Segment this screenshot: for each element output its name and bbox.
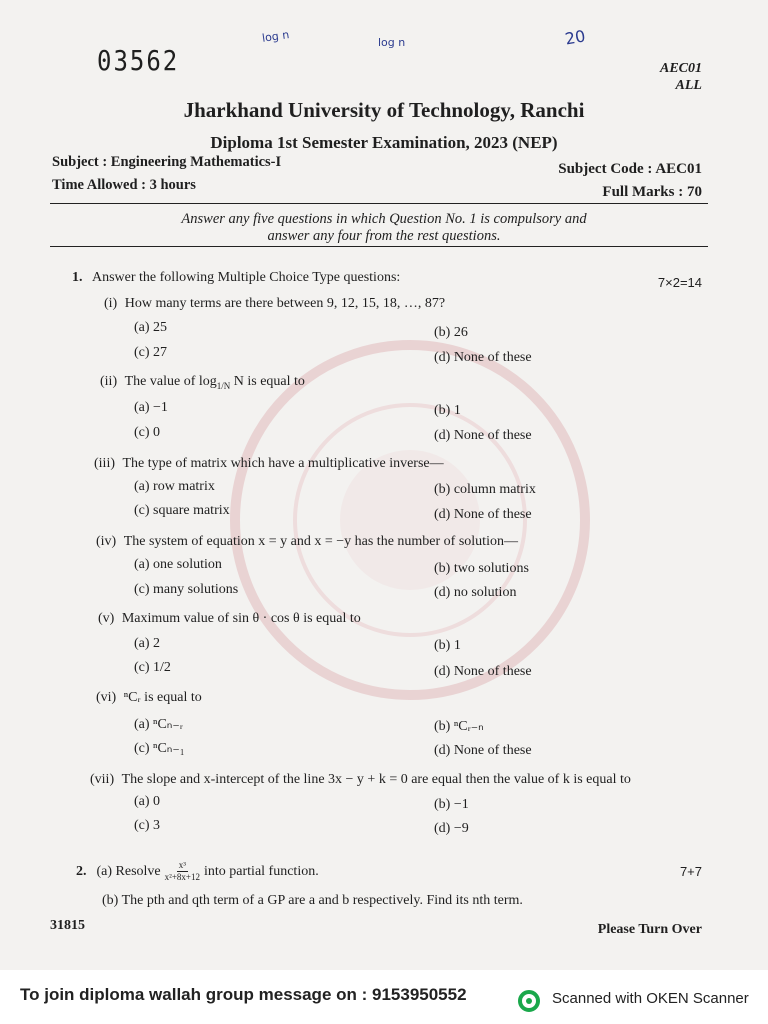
- oken-scanner-icon: [518, 990, 540, 1012]
- mcq-ii-number: (ii): [100, 374, 118, 389]
- mcq-i-option-b: (b) 26: [434, 325, 468, 340]
- question-1: [72, 270, 400, 286]
- mcq-v-text: Maximum value of sin θ · cos θ is equal to: [121, 611, 361, 626]
- subject-code: Subject Code : AEC01: [558, 161, 702, 177]
- mcq-iii-option-a: (a) row matrix: [134, 479, 215, 494]
- scanner-credit: Scanned with OKEN Scanner: [552, 990, 749, 1007]
- mcq-ii-text: The value of log: [124, 374, 217, 389]
- sheet-code: 31815: [50, 918, 85, 933]
- mcq-iii-option-c: (c) square matrix: [134, 503, 230, 518]
- paper-number: 03562: [97, 44, 180, 78]
- mcq-i-text: How many terms are there between 9, 12, 15, 18, …, 87?: [124, 296, 446, 311]
- handwritten-note-1: log n: [261, 28, 291, 45]
- question-1-marks: 7×2=14: [657, 275, 702, 290]
- question-2-marks: 7+7: [679, 864, 702, 879]
- mcq-v-option-a: (a) 2: [134, 636, 161, 651]
- mcq-ii-stem: [100, 374, 305, 391]
- mcq-vii-option-b: (b) −1: [434, 797, 469, 812]
- mcq-vi-option-a: (a) ⁿCₙ₋ᵣ: [134, 717, 183, 732]
- mcq-ii-option-a: (a) −1: [134, 400, 168, 415]
- mcq-vi-number: (vi): [96, 690, 117, 705]
- instructions: [0, 211, 768, 245]
- divider-top: [50, 203, 708, 204]
- question-2a-text-end: into partial function.: [204, 863, 319, 879]
- mcq-iii-text: The type of matrix which have a multiplicative inverse—: [122, 456, 444, 471]
- mcq-iv-option-b: (b) two solutions: [434, 561, 529, 576]
- mcq-iii-stem: [94, 456, 444, 472]
- handwritten-note-3: 20: [563, 26, 587, 49]
- mcq-vi-option-b: (b) ⁿCᵣ₋ₙ: [434, 719, 484, 734]
- mcq-i-stem: [104, 296, 445, 312]
- mcq-i-option-a: (a) 25: [134, 320, 168, 335]
- paper-code-line1: AEC01: [659, 61, 702, 76]
- mcq-vi-stem: [96, 690, 202, 706]
- question-2a: [76, 860, 319, 883]
- mcq-vi-text: ⁿCᵣ is equal to: [123, 690, 202, 705]
- turn-over: Please Turn Over: [597, 922, 702, 937]
- mcq-ii-option-d: (d) None of these: [434, 428, 532, 443]
- mcq-i-option-c: (c) 27: [134, 345, 168, 360]
- fraction-numerator: x³: [178, 860, 186, 870]
- group-message: To join diploma wallah group message on : 9153950552: [20, 985, 467, 1004]
- fraction: [165, 860, 200, 883]
- fraction-denominator: x²+8x+12: [164, 872, 201, 882]
- mcq-vii-option-c: (c) 3: [134, 818, 161, 833]
- question-2-number: 2.: [76, 863, 87, 879]
- paper-code-top: [660, 60, 702, 94]
- mcq-v-option-d: (d) None of these: [434, 664, 532, 679]
- mcq-ii-option-c: (c) 0: [134, 425, 161, 440]
- mcq-iv-option-d: (d) no solution: [434, 585, 517, 600]
- full-marks: Full Marks : 70: [602, 184, 702, 200]
- question-2b: (b) The pth and qth term of a GP are a and b respectively. Find its nth term.: [102, 893, 523, 908]
- question-1-text: Answer the following Multiple Choice Type questions:: [92, 270, 401, 285]
- mcq-iv-text: The system of equation x = y and x = −y has the number of solution—: [123, 534, 518, 549]
- mcq-iv-option-a: (a) one solution: [134, 557, 222, 572]
- question-2a-text: (a) Resolve: [96, 863, 161, 879]
- mcq-vii-stem: [90, 772, 631, 788]
- instruction-line1: Answer any five questions in which Question No. 1 is compulsory and: [181, 211, 587, 227]
- mcq-iii-number: (iii): [94, 456, 115, 471]
- question-1-number: 1.: [72, 270, 83, 285]
- mcq-i-option-d: (d) None of these: [434, 350, 532, 365]
- mcq-iii-option-b: (b) column matrix: [434, 482, 536, 497]
- mcq-ii-subscript: 1/N: [216, 380, 231, 391]
- university-title: Jharkhand University of Technology, Ranchi: [183, 98, 585, 122]
- mcq-v-stem: [98, 611, 361, 627]
- mcq-vii-number: (vii): [90, 772, 115, 787]
- mcq-vii-option-d: (d) −9: [434, 821, 469, 836]
- mcq-iv-number: (iv): [96, 534, 117, 549]
- exam-title: Diploma 1st Semester Examination, 2023 (NEP): [210, 133, 558, 152]
- mcq-vi-option-c: (c) ⁿCₙ₋₁: [134, 741, 185, 756]
- mcq-vii-text: The slope and x-intercept of the line 3x − y + k = 0 are equal then the value of k is equal to: [121, 772, 631, 787]
- mcq-ii-option-b: (b) 1: [434, 403, 461, 418]
- mcq-i-number: (i): [104, 296, 118, 311]
- mcq-ii-text-end: N is equal to: [233, 374, 305, 389]
- mcq-vii-option-a: (a) 0: [134, 794, 161, 809]
- divider-bottom: [50, 246, 708, 247]
- time-allowed: Time Allowed : 3 hours: [52, 177, 196, 193]
- mcq-iv-option-c: (c) many solutions: [134, 582, 239, 597]
- mcq-v-number: (v): [98, 611, 115, 626]
- mcq-v-option-c: (c) 1/2: [134, 660, 171, 675]
- instruction-line2: answer any four from the rest questions.: [267, 228, 501, 244]
- mcq-iii-option-d: (d) None of these: [434, 507, 532, 522]
- paper-code-line2: ALL: [675, 78, 702, 93]
- handwritten-note-2: log n: [378, 36, 406, 49]
- mcq-v-option-b: (b) 1: [434, 638, 461, 653]
- mcq-iv-stem: [96, 534, 518, 550]
- subject-line: Subject : Engineering Mathematics-I: [52, 154, 282, 170]
- mcq-vi-option-d: (d) None of these: [434, 743, 532, 758]
